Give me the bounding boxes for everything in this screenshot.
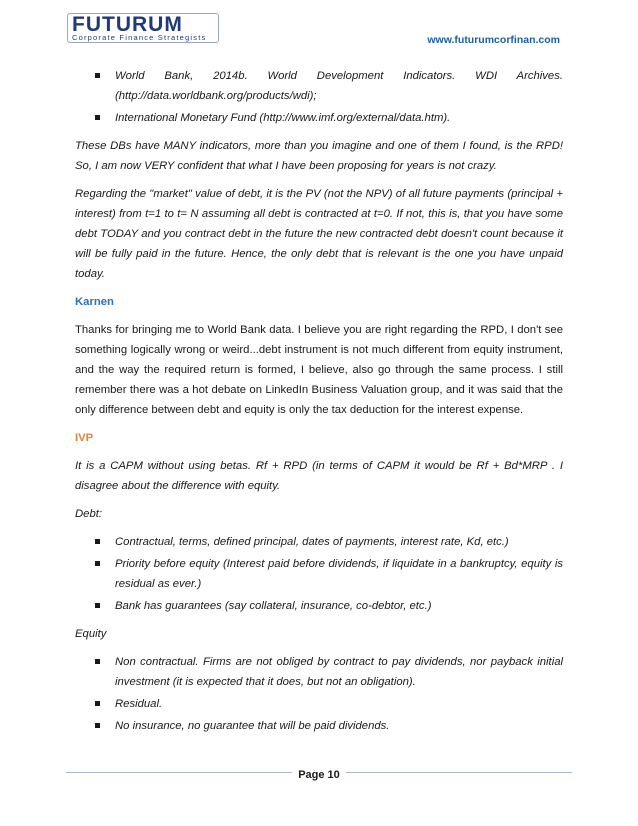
- debt-label: Debt:: [75, 508, 103, 520]
- list-item: [75, 596, 563, 616]
- equity-item-text: No insurance, no guarantee that will be paid dividends.: [115, 720, 390, 732]
- speaker-ivp: IVP: [75, 432, 94, 444]
- paragraph-dbs-indicators: These DBs have MANY indicators, more than you imagine and one of them I found, is the RPD! So, I am now VERY confident that what I have been proposing for years is not crazy.: [75, 140, 563, 172]
- paragraph-market-value-debt: Regarding the "market" value of debt, it is the PV (not the NPV) of all future payments (principal + interest) from t=1 to t= N assuming all debt is contracted at t=0. If not, this is, that you have some debt TODAY and you contract debt in the future the new contracted debt doesn't count because it will be fully paid in the future. Hence, the only debt that is relevant is the one you have unpaid today.: [75, 188, 563, 280]
- page-number-label: Page 10: [292, 769, 346, 781]
- list-item: [75, 532, 563, 552]
- equity-label: Equity: [75, 628, 107, 640]
- list-item: [75, 66, 563, 106]
- speaker-karnen: Karnen: [75, 296, 114, 308]
- source-text: World Bank, 2014b. World Development Indicators. WDI Archives. (http://data.worldbank.org/products/wdi);: [115, 70, 563, 102]
- paragraph-karnen-reply: Thanks for bringing me to World Bank data. I believe you are right regarding the RPD, I don't see something logically wrong or weird...debt instrument is not much different from equity instrument, and the way the required return is formed, I believe, also go through the same process. I still remember there was a hot debate on LinkedIn Business Valuation group, and it was said that the only difference between debt and equity is only the tax deduction for the interest expense.: [75, 324, 563, 416]
- bullet-square-icon: [95, 73, 100, 78]
- bullet-square-icon: [95, 561, 100, 566]
- equity-item-text: Non contractual. Firms are not obliged by contract to pay dividends, nor payback initial investment (it is expected that it does, but not an obligation).: [115, 656, 563, 688]
- debt-list: [75, 532, 563, 616]
- equity-item-text: Residual.: [115, 698, 163, 710]
- sources-list: [75, 66, 563, 128]
- list-item: [75, 108, 563, 128]
- list-item: [75, 716, 563, 736]
- debt-item-text: Contractual, terms, defined principal, dates of payments, interest rate, Kd, etc.): [115, 536, 509, 548]
- list-item: [75, 554, 563, 594]
- equity-list: [75, 652, 563, 736]
- list-item: [75, 652, 563, 692]
- futurum-logo: [67, 13, 219, 43]
- header-url-link[interactable]: www.futurumcorfinan.com: [427, 34, 560, 46]
- bullet-square-icon: [95, 659, 100, 664]
- page-number: [0, 765, 638, 783]
- debt-item-text: Priority before equity (Interest paid before dividends, if liquidate in a bankruptcy, equity is residual as ever.): [115, 558, 563, 590]
- list-item: [75, 694, 563, 714]
- logo-tagline: Corporate Finance Strategists: [72, 33, 207, 42]
- bullet-square-icon: [95, 701, 100, 706]
- bullet-square-icon: [95, 603, 100, 608]
- bullet-square-icon: [95, 539, 100, 544]
- paragraph-ivp-reply: It is a CAPM without using betas. Rf + RPD (in terms of CAPM it would be Rf + Bd*MRP . I disagree about the difference with equity.: [75, 460, 563, 492]
- bullet-square-icon: [95, 723, 100, 728]
- source-text: International Monetary Fund (http://www.imf.org/external/data.htm).: [115, 112, 451, 124]
- logo-wordmark: FUTURUM: [72, 13, 183, 36]
- bullet-square-icon: [95, 115, 100, 120]
- debt-item-text: Bank has guarantees (say collateral, insurance, co-debtor, etc.): [115, 600, 432, 612]
- page-content: [75, 66, 563, 744]
